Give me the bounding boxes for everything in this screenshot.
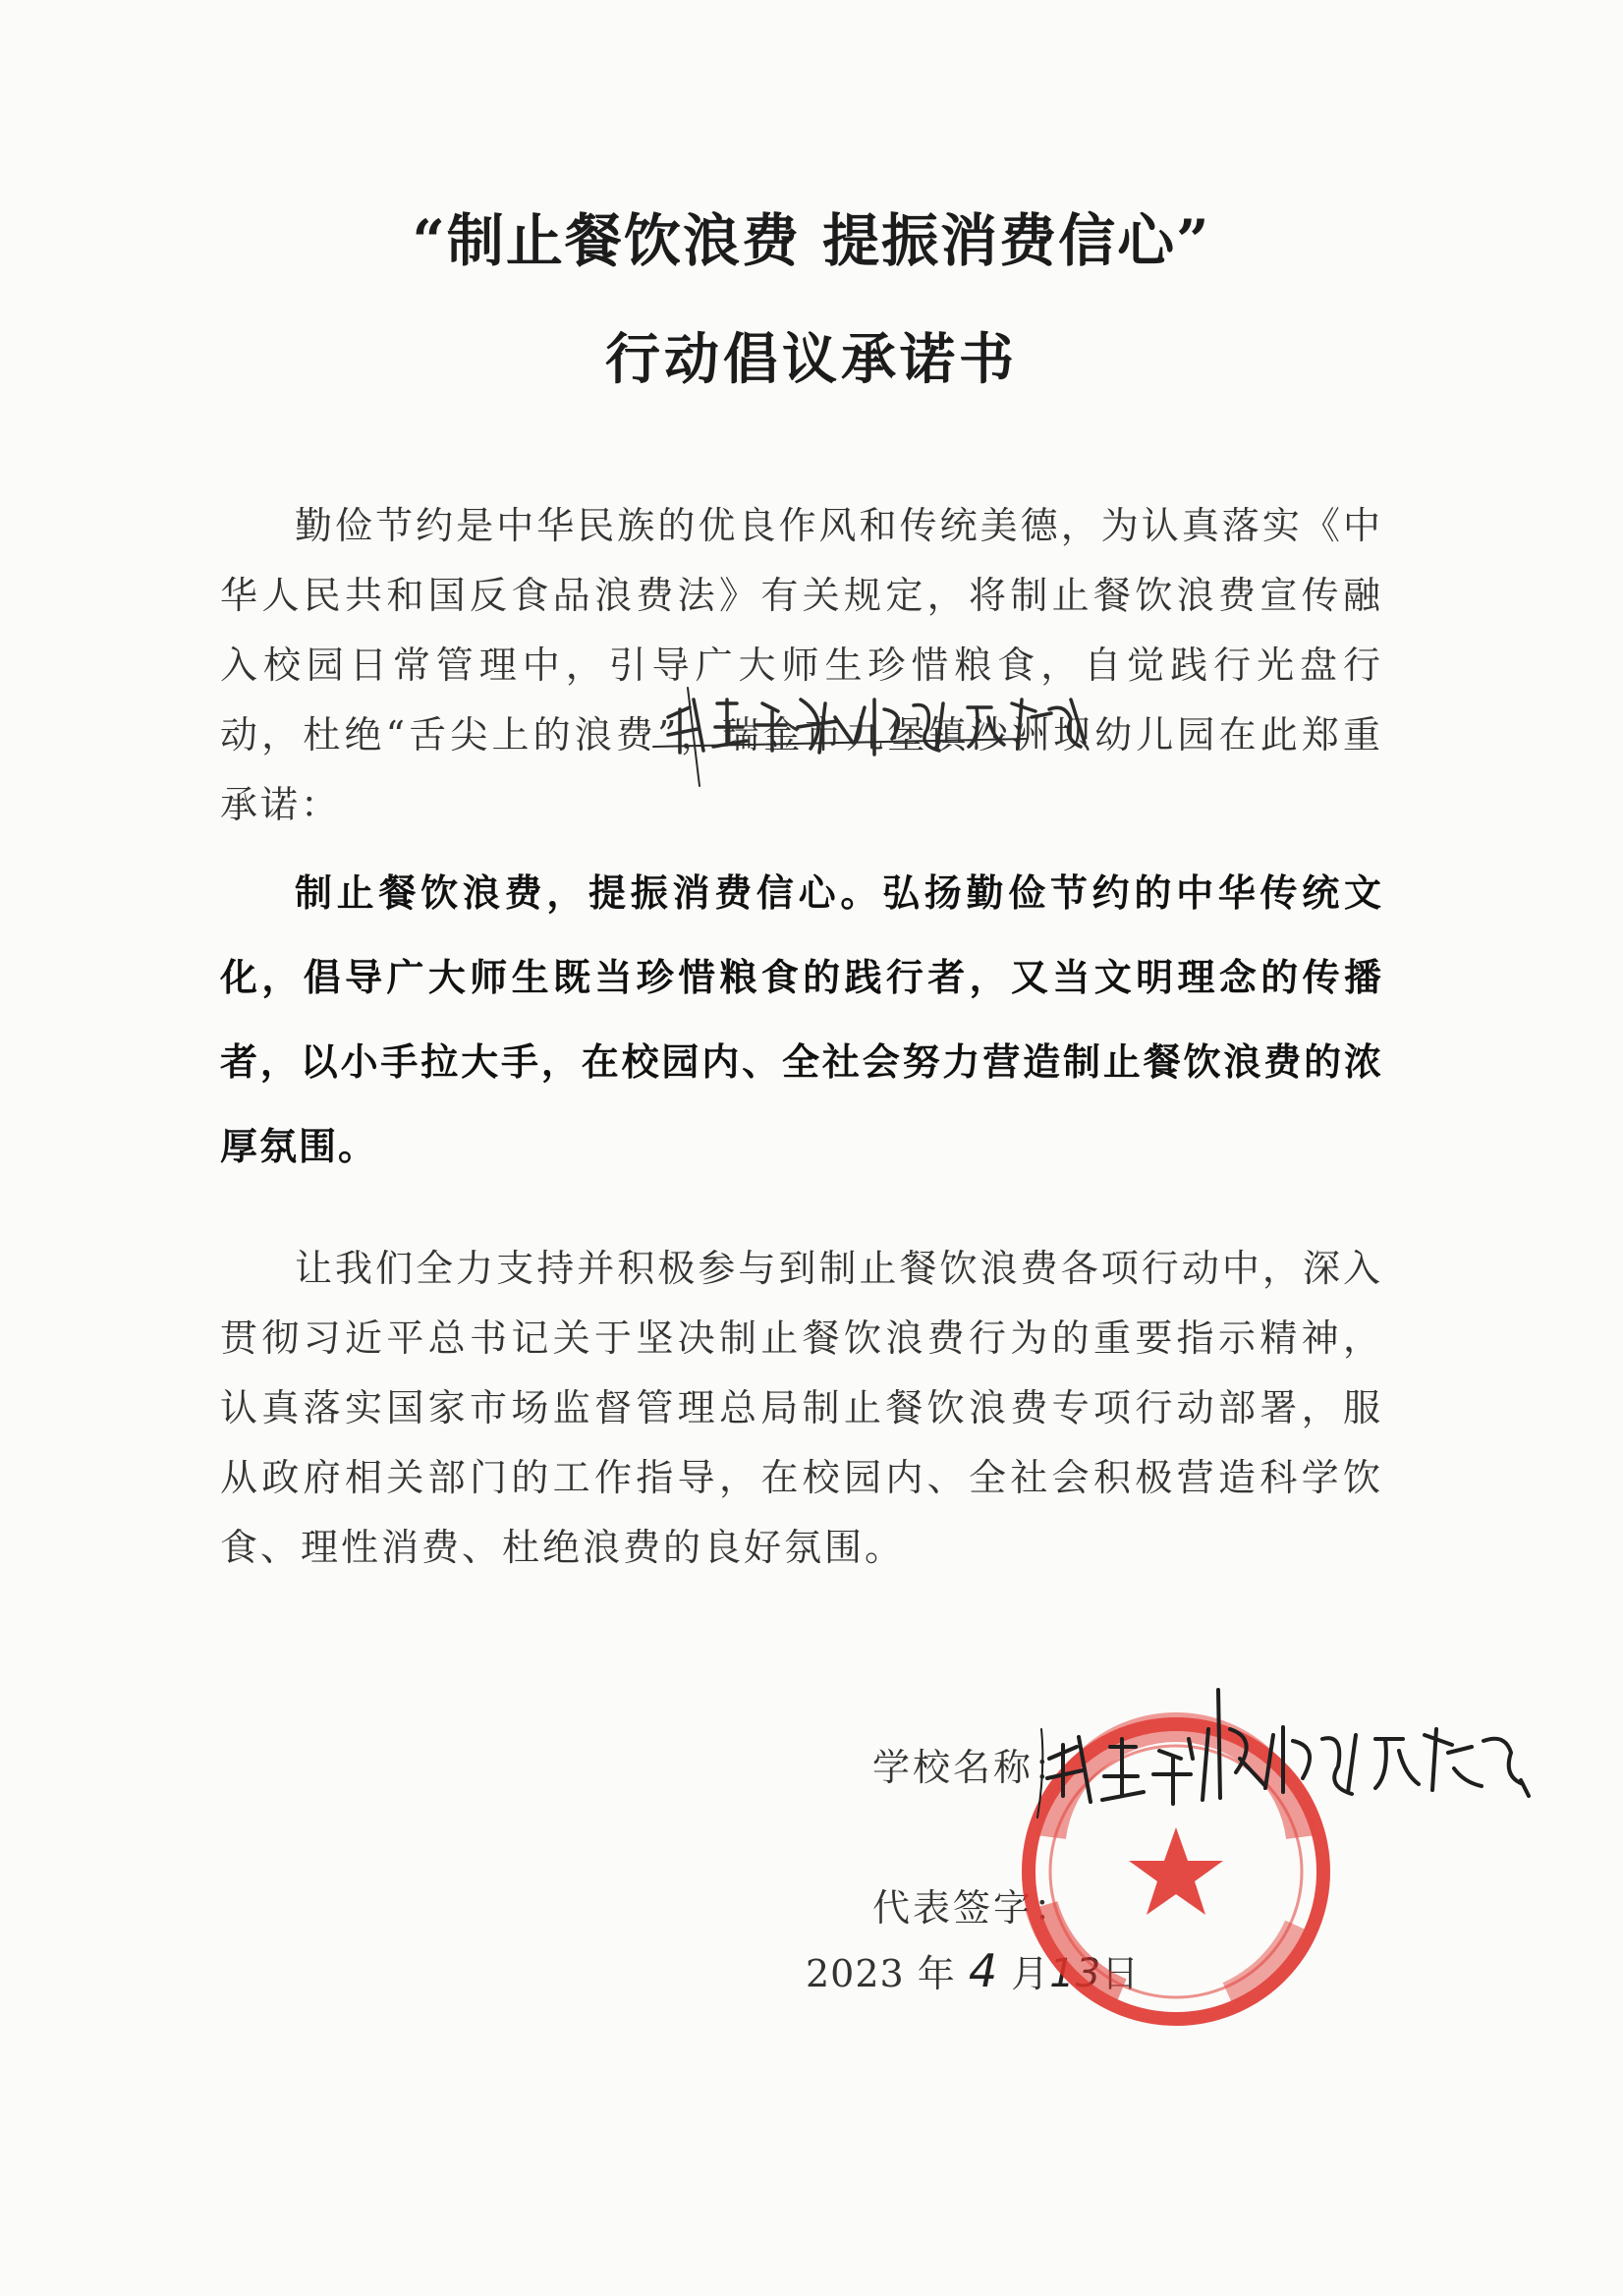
date-day-unit: 日 (1101, 1952, 1141, 1995)
date-month-handwritten: 4 (968, 1944, 999, 1997)
title-line-1: “制止餐饮浪费 提振消费信心” (412, 207, 1211, 274)
paragraph-pledge: 制止餐饮浪费，提振消费信心。弘扬勤俭节约的中华传统文化，倡导广大师生既当珍惜粮食的践行者，又当文明理念的传播者，以小手拉大手，在校园内、全社会努力营造制止餐饮浪费的浓厚氛围。 (220, 871, 1383, 1168)
paragraph-action: 让我们全力支持并积极参与到制止餐饮浪费各项行动中，深入贯彻习近平总书记关于坚决制止餐饮浪费行为的重要指示精神，认真落实国家市场监督管理总局制止餐饮浪费专项行动部署，服从政府相关部门的工作指导，在校园内、全社会积极营造科学饮食、理性消费、杜绝浪费的良好氛围。 (220, 1247, 1383, 1569)
date-year: 2023 (806, 1952, 905, 1995)
red-star-icon (1129, 1827, 1223, 1915)
date-line (806, 1943, 1140, 1997)
representative-signature-label: 代表签字： (872, 1886, 1075, 1930)
date-year-unit: 年 (904, 1952, 969, 1995)
handwritten-school-name-signature (1037, 1690, 1529, 1818)
school-name-label: 学校名称： (872, 1746, 1075, 1789)
paragraph-intro: 勤俭节约是中华民族的优良作风和传统美德，为认真落实《中华人民共和国反食品浪费法》有关规定，将制止餐饮浪费宣传融入校园日常管理中，引导广大师生珍惜粮食，自觉践行光盘行动，杜绝“舌尖上的浪费”，瑞金市九堡镇沙洲坝幼儿园在此郑重承诺： (220, 504, 1383, 826)
date-day-handwritten: 13 (1049, 1951, 1102, 1996)
date-month-unit: 月 (998, 1952, 1050, 1995)
title-line-2: 行动倡议承诺书 (605, 327, 1018, 392)
